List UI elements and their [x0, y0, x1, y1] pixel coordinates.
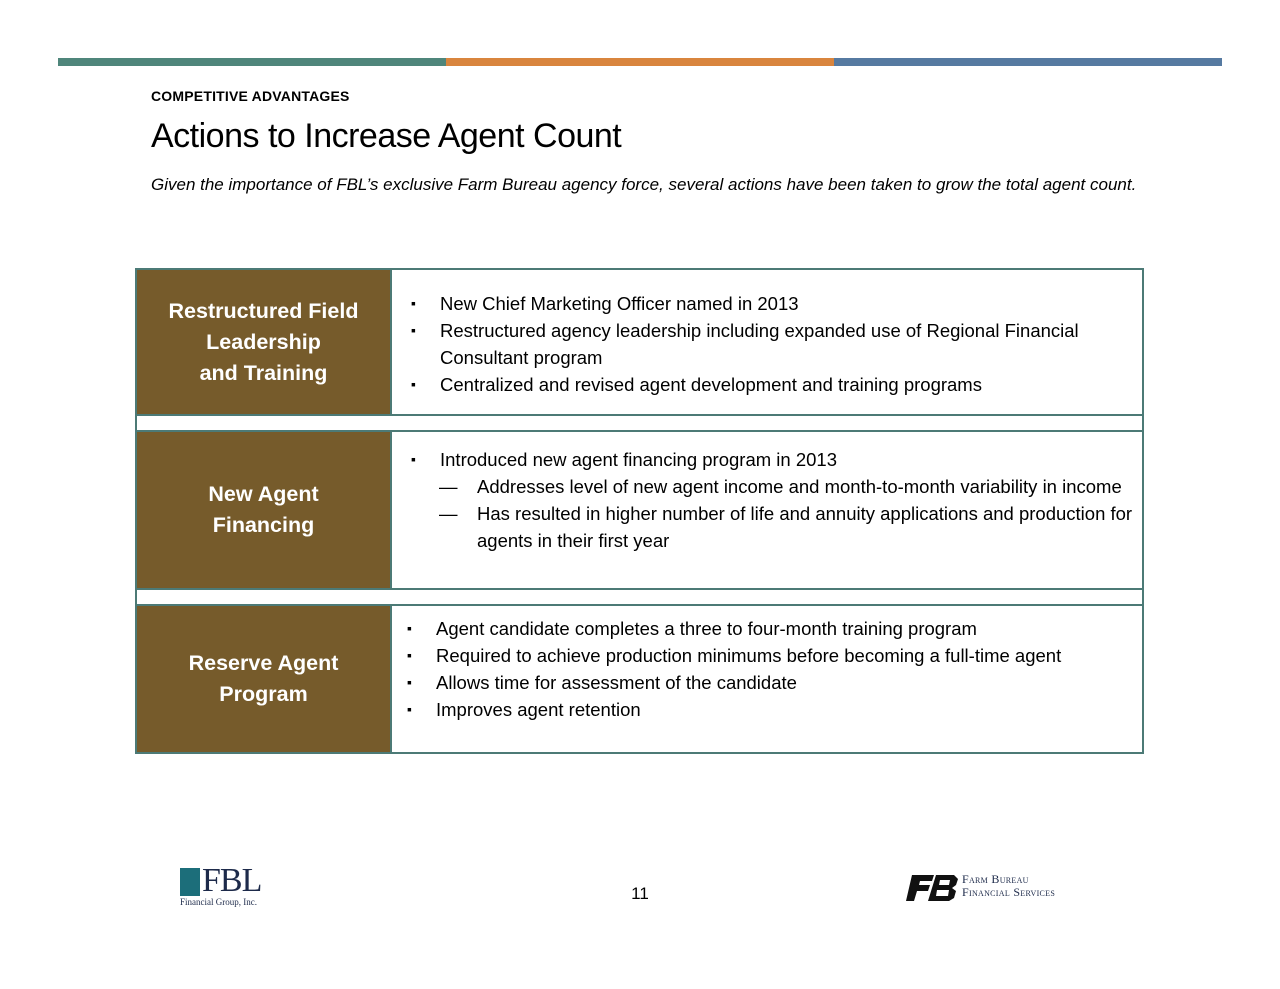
top-bar-orange [446, 58, 834, 66]
row-label-line: Program [219, 682, 308, 706]
advantage-row-financing [135, 430, 1144, 590]
sub-bullet-item: — Has resulted in higher number of life and annuity applications and production for agents in their first year [409, 500, 1136, 554]
page-title: Actions to Increase Agent Count [151, 117, 622, 155]
top-bar-teal [58, 58, 446, 66]
row-label [137, 606, 392, 752]
fbl-logo-caption: Financial Group, Inc. [180, 897, 257, 907]
fbl-logo [180, 862, 290, 907]
row-label-line: Reserve Agent [188, 651, 339, 675]
section-eyebrow: COMPETITIVE ADVANTAGES [151, 88, 350, 104]
bullet-item: ▪ Restructured agency leadership including expanded use of Regional Financial Consultant program [409, 317, 1136, 371]
fbl-column-icon [180, 868, 200, 896]
row-label-line: Restructured Field [168, 298, 359, 323]
fbl-logo-letters: FBL [202, 862, 262, 899]
sub-bullet-item: — Addresses level of new agent income and month-to-month variability in income [409, 473, 1136, 500]
bullet-item: ▪ Introduced new agent financing program in 2013 [409, 446, 1136, 473]
bullet-item: ▪ Required to achieve production minimums before becoming a full-time agent [405, 642, 1136, 669]
bullet-item: ▪ Centralized and revised agent development and training programs [409, 371, 1136, 398]
advantage-row-leadership [135, 268, 1144, 416]
row-label-line: Leadership [206, 329, 321, 354]
row-content [405, 615, 1136, 723]
page-subtitle: Given the importance of FBL’s exclusive Farm Bureau agency force, several actions have been taken to grow the total agent count. [151, 175, 1137, 194]
farm-bureau-logo [906, 873, 1106, 903]
farm-bureau-logo-text [962, 873, 1055, 899]
farm-bureau-logo-line2: Financial Services [962, 885, 1056, 899]
row-label [137, 270, 392, 414]
row-label-line: and Training [199, 360, 328, 385]
row-content [409, 446, 1136, 554]
row-label-line: Financing [212, 513, 315, 537]
bullet-item: ▪ Allows time for assessment of the candidate [405, 669, 1136, 696]
top-bar-blue [834, 58, 1222, 66]
bullet-item: ▪ New Chief Marketing Officer named in 2013 [409, 290, 1136, 317]
row-label [137, 432, 392, 588]
bullet-item: ▪ Improves agent retention [405, 696, 1136, 723]
bullet-item: ▪ Agent candidate completes a three to four-month training program [405, 615, 1136, 642]
row-label-line: New Agent [208, 482, 319, 506]
fb-monogram-icon [906, 875, 958, 901]
farm-bureau-logo-line1: Farm Bureau [962, 872, 1029, 886]
row-content [409, 290, 1136, 398]
page-number: 11 [631, 884, 649, 903]
top-color-bar [58, 58, 1222, 66]
advantage-row-reserve [135, 604, 1144, 754]
